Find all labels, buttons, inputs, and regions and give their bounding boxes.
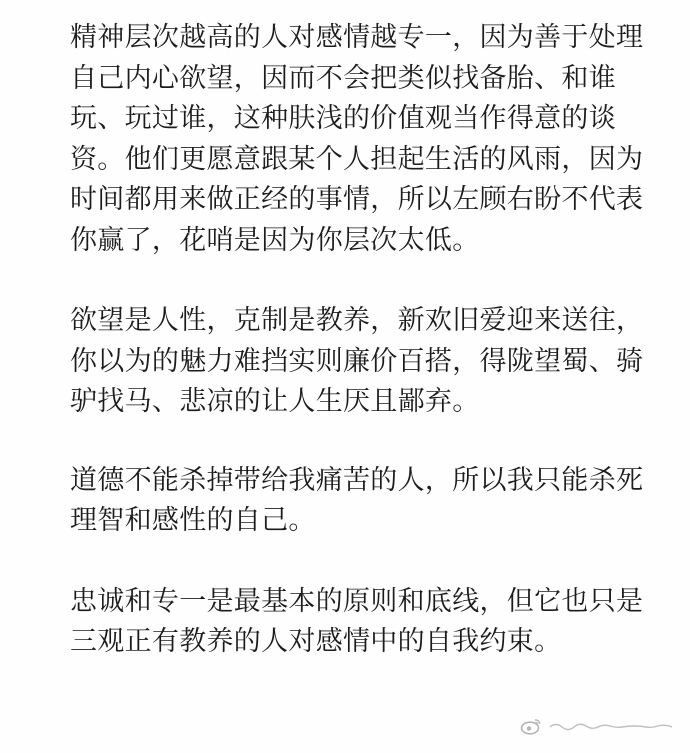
watermark-scribble [548, 721, 676, 731]
paragraph-1: 精神层次越高的人对感情越专一，因为善于处理自己内心欲望，因而不会把类似找备胎、和谁玩、玩过谁，这种肤浅的价值观当作得意的谈资。他们更愿意跟某个人担起生活的风雨，因为时间都用来做正经的事情，所以左顾右盼不代表你赢了，花哨是因为你层次太低。 [70, 22, 644, 256]
paragraph-4: 忠诚和专一是最基本的原则和底线，但它也只是三观正有教养的人对感情中的自我约束。 [70, 585, 644, 657]
weibo-logo-icon [520, 717, 542, 735]
watermark [520, 717, 676, 735]
paragraph-3: 道德不能杀掉带给我痛苦的人，所以我只能杀死理智和感性的自己。 [70, 464, 644, 536]
paragraph-2: 欲望是人性，克制是教养，新欢旧爱迎来送往，你以为的魅力难挡实则廉价百搭，得陇望蜀、骑驴找马、悲凉的让人生厌且鄙弃。 [70, 305, 644, 417]
article-body [70, 18, 660, 663]
